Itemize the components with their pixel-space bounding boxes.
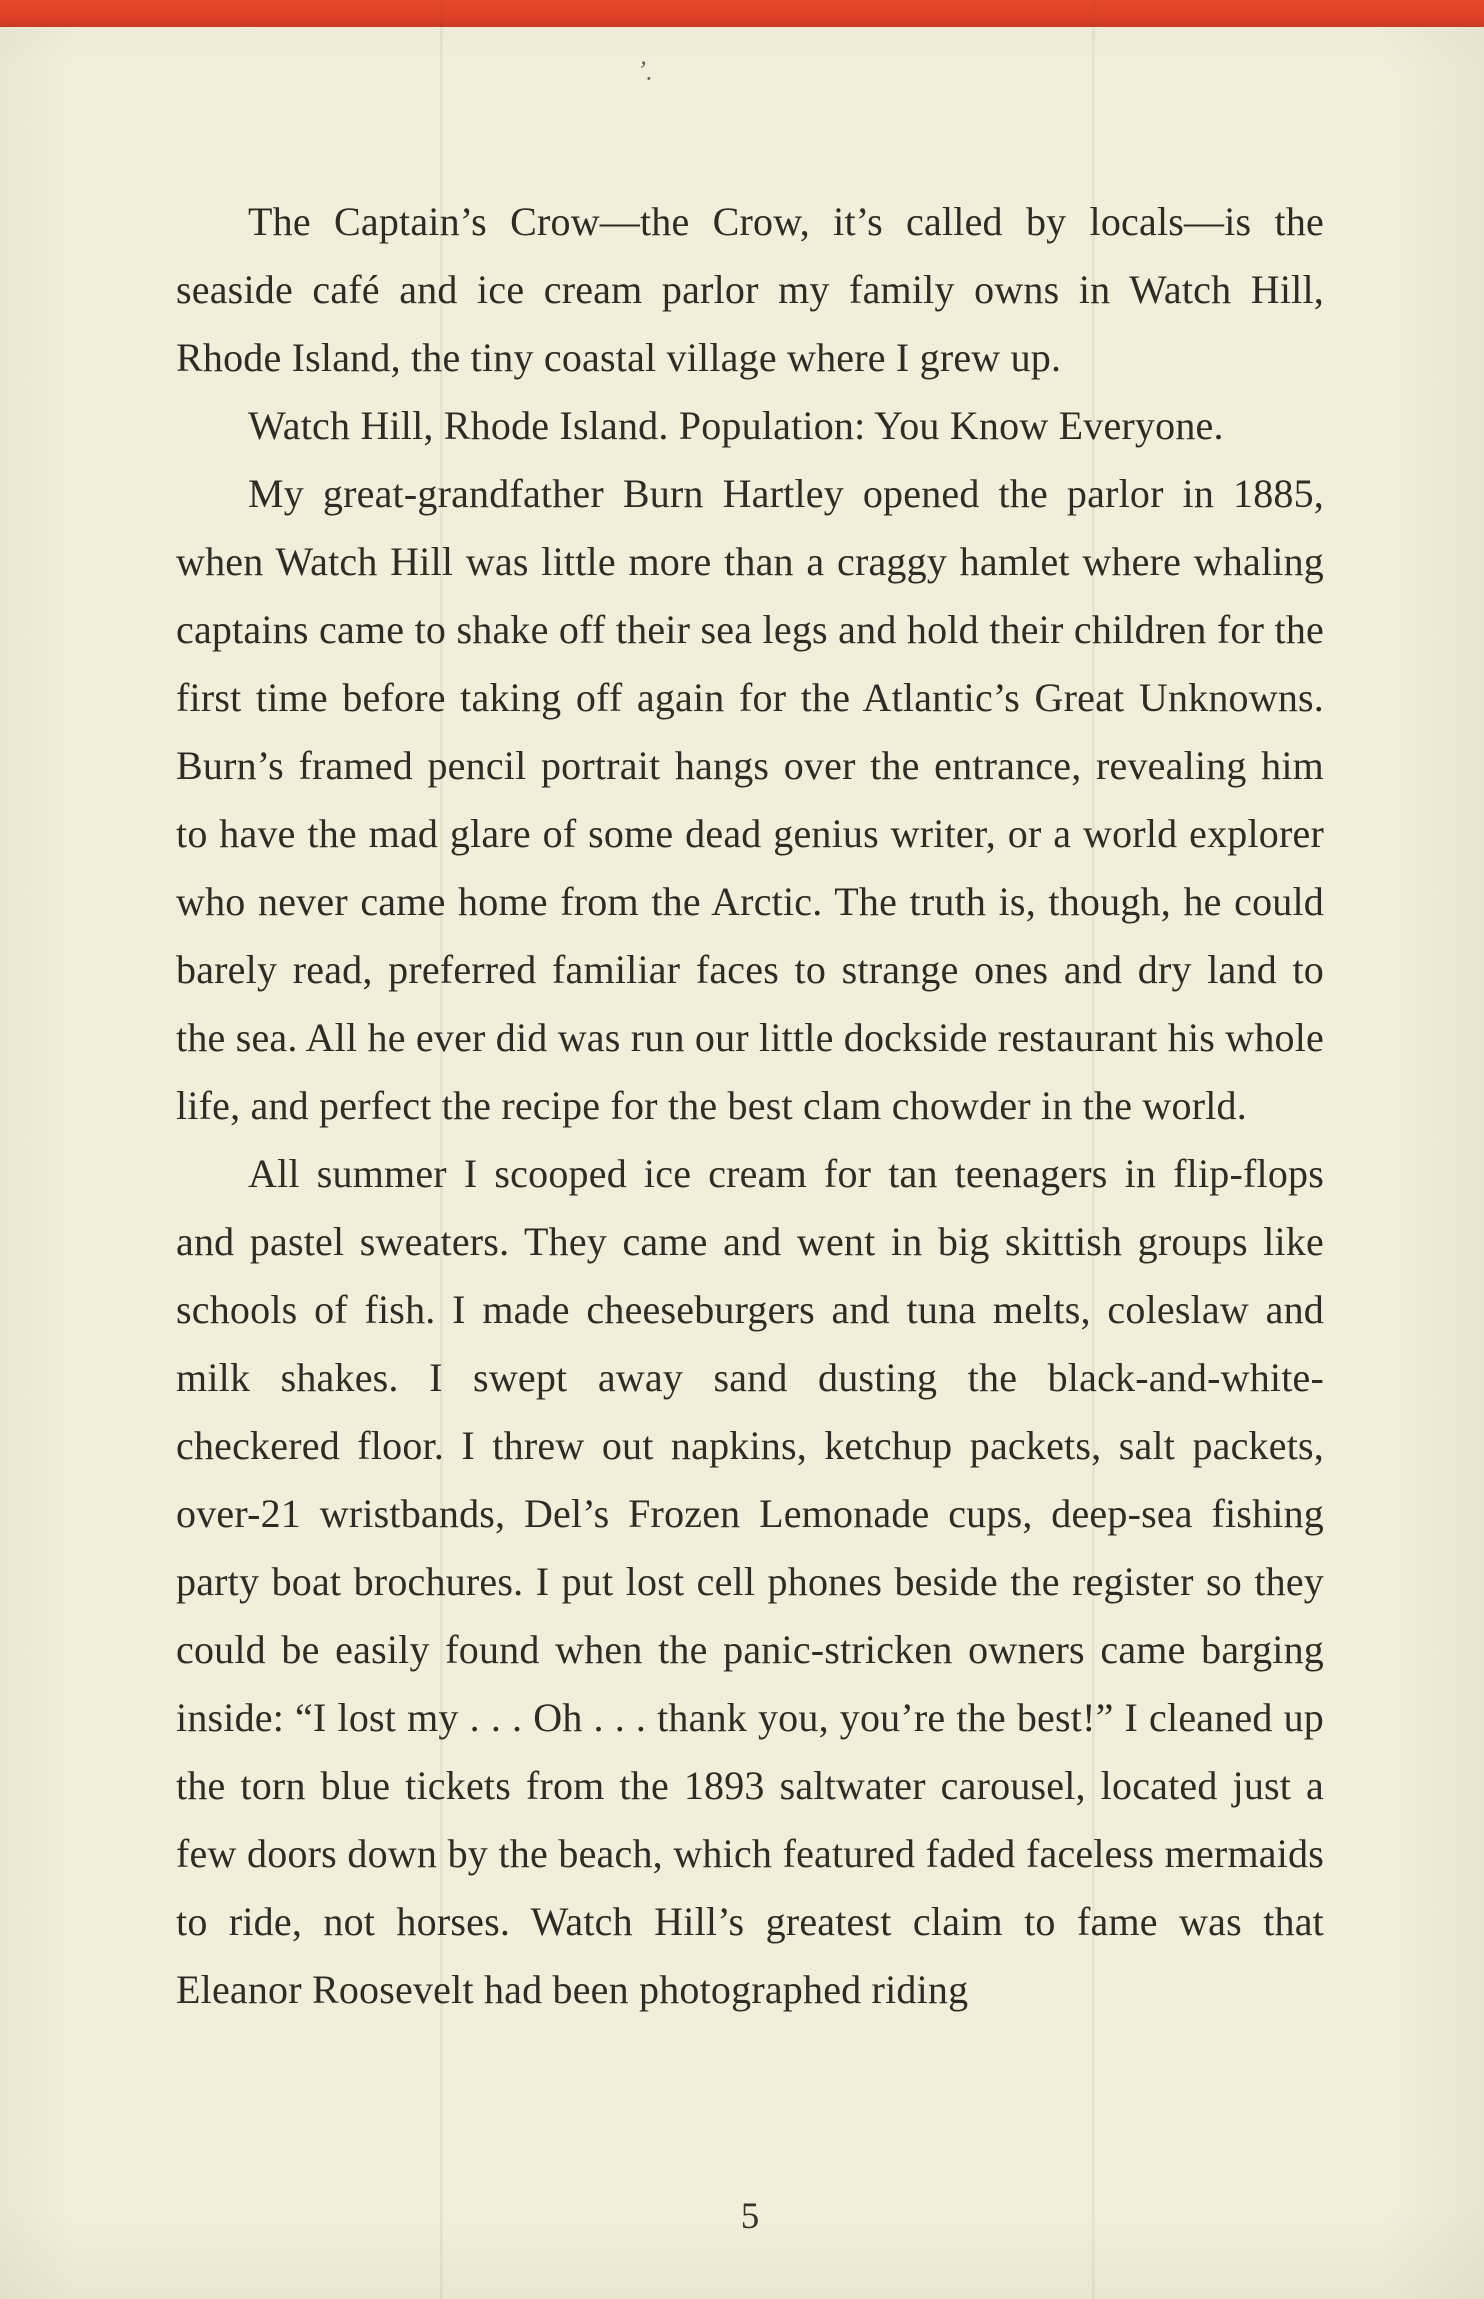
body-text [176, 188, 1324, 2024]
paragraph-all-summer: All summer I scooped ice cream for tan teenagers in flip-flops and pastel sweaters. They came and went in big skittish groups like schools of fish. I made cheeseburgers and tuna melts, coleslaw and milk shakes. I swept away sand dusting the black-and-white-checkered floor. I threw out napkins, ketchup packets, salt packets, over-21 wristbands, Del’s Frozen Lemonade cups, deep-sea fishing party boat brochures. I put lost cell phones beside the register so they could be easily found when the panic-stricken owners came barging inside: “I lost my . . . Oh . . . thank you, you’re the best!” I cleaned up the torn blue tickets from the 1893 saltwater carousel, located just a few doors down by the beach, which featured faded faceless mermaids to ride, not horses. Watch Hill’s greatest claim to fame was that Eleanor Roosevelt had been photographed riding [176, 1151, 1324, 2012]
paragraph-captains-crow: The Captain’s Crow—the Crow, it’s called by locals—is the seaside café and ice cream parlor my family owns in Watch Hill, Rhode Island, the tiny coastal village where I grew up. [176, 199, 1324, 380]
paragraph-great-grandfather: My great-grandfather Burn Hartley opened the parlor in 1885, when Watch Hill was little more than a craggy hamlet where whaling captains came to shake off their sea legs and hold their children for the first time before taking off again for the Atlantic’s Great Unknowns. Burn’s framed pencil portrait hangs over the entrance, revealing him to have the mad glare of some dead genius writer, or a world explorer who never came home from the Arctic. The truth is, though, he could barely read, preferred familiar faces to strange ones and dry land to the sea. All he ever did was run our little dockside restaurant his whole life, and perfect the recipe for the best clam chowder in the world. [176, 471, 1324, 1128]
scan-speck: ’. [636, 55, 656, 86]
paragraph-population: Watch Hill, Rhode Island. Population: You Know Everyone. [248, 403, 1224, 448]
page-number: 5 [740, 2196, 760, 2237]
cover-edge-stripe [0, 0, 1484, 27]
